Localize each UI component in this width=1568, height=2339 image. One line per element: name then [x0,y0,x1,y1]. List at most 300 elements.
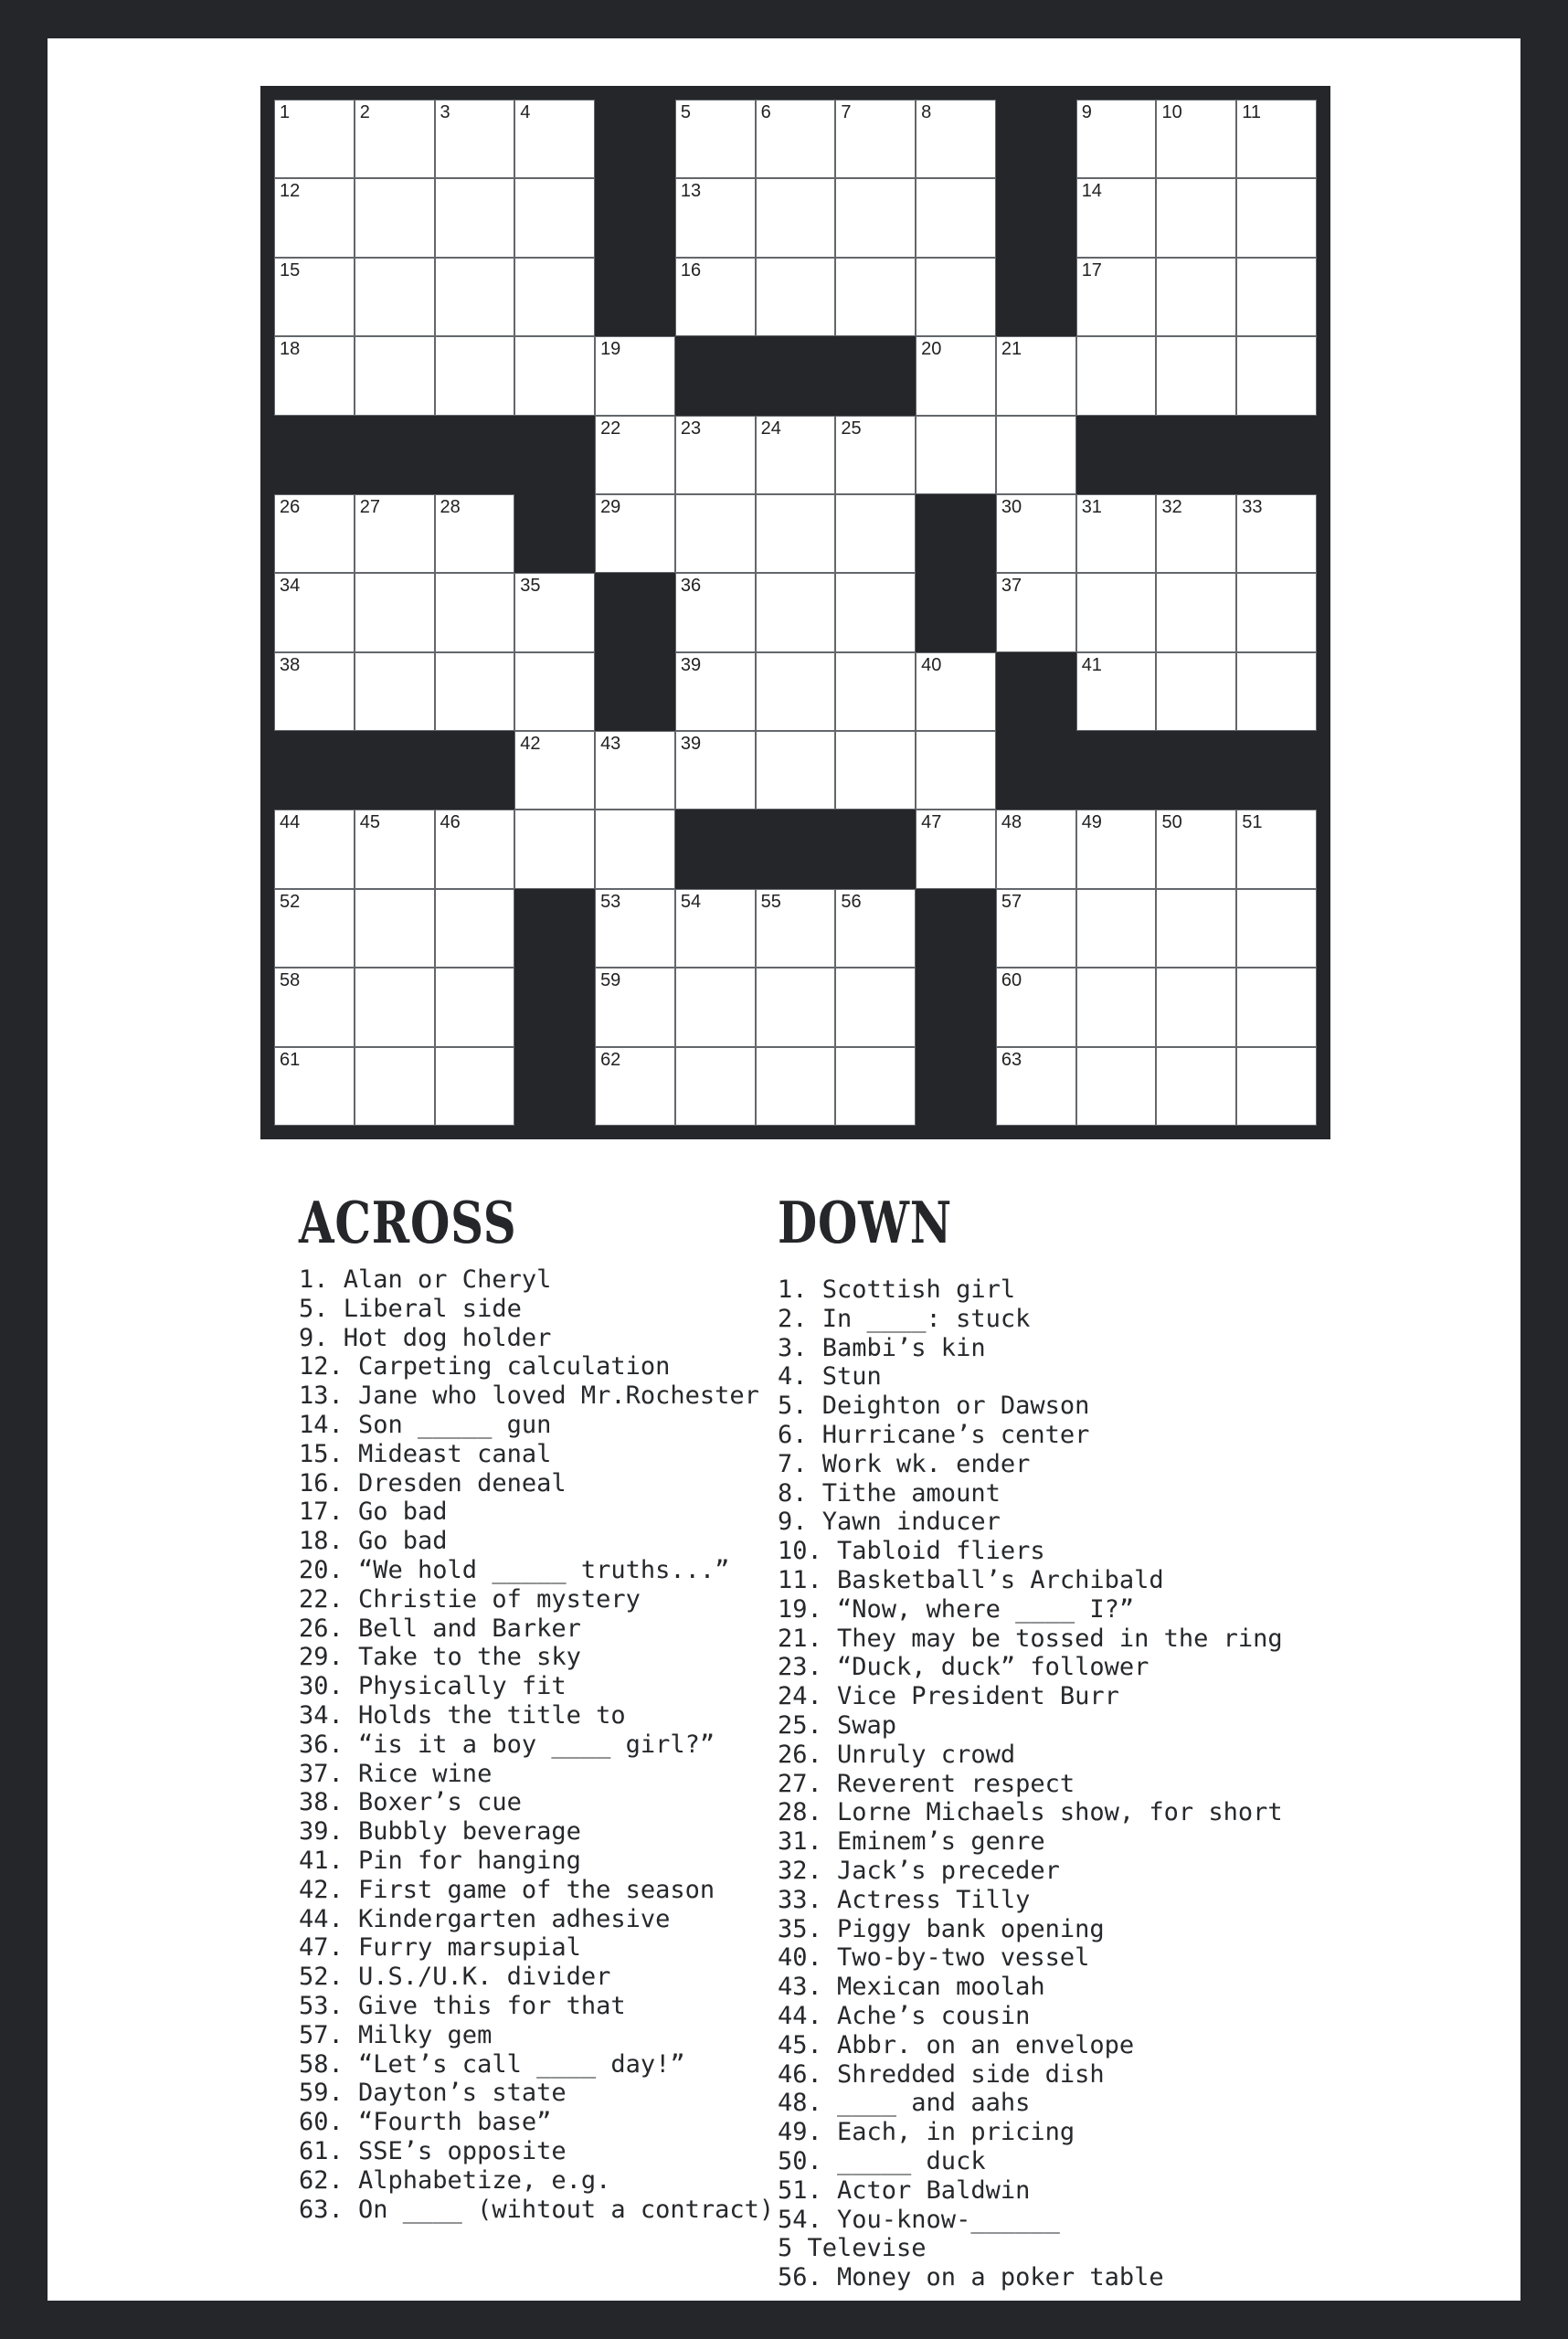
cell-number: 41 [1081,654,1102,675]
grid-cell[interactable] [916,336,996,415]
grid-cell[interactable] [595,810,675,888]
cell-number: 37 [1001,576,1022,597]
cell-number: 12 [280,181,301,202]
grid-cell[interactable] [756,178,836,257]
down-clue-line: 51. Actor Baldwin [778,2175,1031,2205]
across-clue-line: 58. “Let’s call ____ day!” [299,2049,685,2079]
grid-cell[interactable] [756,100,836,178]
down-clue-line: 33. Actress Tilly [778,1885,1031,1914]
grid-cell[interactable] [355,889,435,968]
black-cell [355,731,435,810]
grid-cell[interactable] [996,810,1076,888]
grid-cell[interactable] [274,573,355,651]
grid-cell[interactable] [355,100,435,178]
black-cell [274,416,355,494]
grid-cell[interactable] [514,810,595,888]
across-clue-line: 17. Go bad [299,1498,448,1527]
grid-cell[interactable] [1076,100,1157,178]
black-cell [1156,416,1236,494]
grid-cell[interactable] [514,258,595,336]
cell-number: 36 [680,576,702,597]
grid-cell[interactable] [1076,889,1157,968]
cell-number: 2 [359,102,370,122]
grid-cell[interactable] [835,100,916,178]
cell-number: 31 [1081,496,1102,517]
cell-number: 18 [280,339,301,360]
across-clue-line: 38. Boxer’s cue [299,1788,522,1817]
across-clue-line: 59. Dayton’s state [299,2079,567,2108]
across-clue-line: 15. Mideast canal [299,1439,552,1468]
black-cell [595,100,675,178]
cell-number: 59 [600,970,621,991]
grid-cell[interactable] [675,258,756,336]
across-clue-line: 5. Liberal side [299,1294,522,1323]
grid-cell[interactable] [435,258,515,336]
cell-number: 4 [520,102,531,122]
cell-number: 52 [280,891,301,912]
across-clue-list [299,1265,774,2224]
down-clue-line: 8. Tithe amount [778,1478,1001,1508]
grid-cell[interactable] [514,731,595,810]
black-cell [996,652,1076,731]
grid-cell[interactable] [916,178,996,257]
down-clue-line: 5 Televise [778,2234,927,2263]
cell-number: 27 [359,496,381,517]
cell-number: 23 [680,418,702,439]
black-cell [835,336,916,415]
cell-number: 10 [1161,102,1182,122]
down-clue-line: 46. Shredded side dish [778,2059,1105,2089]
cell-number: 47 [921,812,942,833]
cell-number: 62 [600,1049,621,1070]
across-clue-line: 36. “is it a boy ____ girl?” [299,1730,715,1759]
grid-cell[interactable] [274,889,355,968]
grid-cell[interactable] [1076,336,1157,415]
grid-cell[interactable] [1156,1047,1236,1126]
black-cell [916,573,996,651]
grid-cell[interactable] [355,1047,435,1126]
down-clue-line: 43. Mexican moolah [778,1973,1045,2002]
cell-number: 53 [600,891,621,912]
black-cell [916,968,996,1046]
cell-number: 42 [520,734,541,755]
down-clue-line: 44. Ache’s cousin [778,2001,1031,2030]
grid-cell[interactable] [1236,652,1317,731]
down-clue-line: 4. Stun [778,1362,882,1392]
grid-cell[interactable] [274,810,355,888]
grid-cell[interactable] [916,416,996,494]
grid-cell[interactable] [274,968,355,1046]
grid-cell[interactable] [996,968,1076,1046]
across-clue-line: 44. Kindergarten adhesive [299,1904,671,1933]
across-clue-line: 30. Physically fit [299,1672,567,1701]
grid-cell[interactable] [835,731,916,810]
cell-number: 48 [1001,812,1022,833]
black-cell [996,100,1076,178]
grid-cell[interactable] [1156,258,1236,336]
across-clue-line: 42. First game of the season [299,1875,715,1904]
down-clue-line: 45. Abbr. on an envelope [778,2030,1135,2059]
grid-cell[interactable] [1236,178,1317,257]
down-clue-line: 7. Work wk. ender [778,1449,1031,1478]
down-clue-line: 6. Hurricane’s center [778,1420,1090,1449]
grid-cell[interactable] [916,731,996,810]
cell-number: 11 [1242,102,1261,122]
cell-number: 17 [1081,259,1102,280]
black-cell [514,968,595,1046]
grid-cell[interactable] [1076,652,1157,731]
grid-cell[interactable] [595,1047,675,1126]
across-clue-line: 13. Jane who loved Mr.Rochester [299,1381,759,1411]
grid-cell[interactable] [756,889,836,968]
cell-number: 7 [841,102,852,122]
down-clue-line: 26. Unruly crowd [778,1740,1016,1769]
grid-cell[interactable] [1236,258,1317,336]
cell-number: 20 [921,339,942,360]
across-clue-line: 60. “Fourth base” [299,2108,552,2137]
black-cell [514,889,595,968]
grid-cell[interactable] [835,494,916,573]
black-cell [595,178,675,257]
grid-cell[interactable] [1156,968,1236,1046]
cell-number: 22 [600,418,621,439]
grid-cell[interactable] [435,573,515,651]
black-cell [756,810,836,888]
down-clue-line: 3. Bambi’s kin [778,1333,986,1362]
down-clue-line: 24. Vice President Burr [778,1682,1119,1711]
cell-number: 50 [1161,812,1182,833]
grid-cell[interactable] [274,652,355,731]
grid-cell[interactable] [1236,1047,1317,1126]
down-clue-line: 21. They may be tossed in the ring [778,1624,1283,1653]
grid-cell[interactable] [756,416,836,494]
across-clue-line: 16. Dresden deneal [299,1468,567,1498]
grid-cell[interactable] [1156,178,1236,257]
cell-number: 25 [841,418,862,439]
grid-cell[interactable] [595,968,675,1046]
grid-cell[interactable] [835,652,916,731]
across-clue-line: 9. Hot dog holder [299,1323,552,1352]
grid-cell[interactable] [1236,968,1317,1046]
grid-cell[interactable] [435,494,515,573]
down-clue-line: 23. “Duck, duck” follower [778,1653,1150,1682]
grid-cell[interactable] [514,178,595,257]
cell-number: 40 [921,654,942,675]
grid-cell[interactable] [916,258,996,336]
grid-cell[interactable] [916,100,996,178]
black-cell [1236,416,1317,494]
grid-cell[interactable] [996,1047,1076,1126]
grid-cell[interactable] [1156,810,1236,888]
grid-cell[interactable] [756,494,836,573]
cell-number: 8 [921,102,932,122]
grid-cell[interactable] [274,494,355,573]
grid-cell[interactable] [355,968,435,1046]
grid-cell[interactable] [1236,100,1317,178]
down-clue-line: 1. Scottish girl [778,1275,1016,1304]
black-cell [355,416,435,494]
down-clue-line: 9. Yawn inducer [778,1508,1001,1537]
grid-cell[interactable] [1236,336,1317,415]
cell-number: 58 [280,970,301,991]
down-clue-line: 31. Eminem’s genre [778,1827,1045,1857]
grid-cell[interactable] [514,336,595,415]
across-clue-line: 61. SSE’s opposite [299,2136,567,2165]
cell-number: 34 [280,576,301,597]
black-cell [996,258,1076,336]
down-clue-line: 28. Lorne Michaels show, for short [778,1798,1283,1827]
black-cell [274,731,355,810]
grid-cell[interactable] [355,178,435,257]
grid-cell[interactable] [514,652,595,731]
black-cell [675,810,756,888]
crossword-grid [260,86,1330,1139]
grid-cell[interactable] [916,810,996,888]
across-clue-line: 12. Carpeting calculation [299,1352,671,1381]
grid-cell[interactable] [996,336,1076,415]
grid-cell[interactable] [835,573,916,651]
cell-number: 43 [600,734,621,755]
down-clue-line: 25. Swap [778,1710,897,1740]
across-clue-line: 52. U.S./U.K. divider [299,1963,611,1992]
across-clue-line: 62. Alphabetize, e.g. [299,2165,611,2195]
grid-cell[interactable] [274,1047,355,1126]
grid-cell[interactable] [435,968,515,1046]
cell-number: 54 [680,891,702,912]
black-cell [514,416,595,494]
grid-cell[interactable] [355,336,435,415]
grid-cell[interactable] [355,494,435,573]
down-clue-line: 5. Deighton or Dawson [778,1392,1090,1421]
grid-cell[interactable] [1076,573,1157,651]
grid-cell[interactable] [514,573,595,651]
across-heading: ACROSS [299,1189,517,1256]
across-clue-line: 29. Take to the sky [299,1643,581,1672]
black-cell [1076,416,1157,494]
grid-cell[interactable] [675,494,756,573]
grid-cell[interactable] [355,810,435,888]
black-cell [514,1047,595,1126]
grid-cell[interactable] [835,258,916,336]
black-cell [435,416,515,494]
grid-cell[interactable] [595,889,675,968]
grid-cell[interactable] [274,178,355,257]
grid-cell[interactable] [835,178,916,257]
across-clue-line: 20. “We hold _____ truths...” [299,1555,730,1584]
grid-cell[interactable] [274,336,355,415]
grid-cell[interactable] [355,258,435,336]
down-clue-line: 56. Money on a poker table [778,2263,1164,2292]
grid-cell[interactable] [1156,100,1236,178]
grid-cell[interactable] [435,336,515,415]
grid-cell[interactable] [274,258,355,336]
grid-cell[interactable] [1156,652,1236,731]
black-cell [595,258,675,336]
grid-cell[interactable] [274,100,355,178]
down-clue-line: 11. Basketball’s Archibald [778,1565,1164,1594]
cell-number: 56 [841,891,862,912]
grid-cell[interactable] [595,494,675,573]
black-cell [1156,731,1236,810]
cell-number: 26 [280,496,301,517]
grid-cell[interactable] [675,416,756,494]
cell-number: 32 [1161,496,1182,517]
cell-number: 15 [280,259,301,280]
grid-cell[interactable] [1156,889,1236,968]
across-clue-line: 63. On ____ (wihtout a contract) [299,2195,775,2224]
grid-cell[interactable] [675,731,756,810]
grid-cell[interactable] [1076,178,1157,257]
grid-cell[interactable] [675,1047,756,1126]
grid-cell[interactable] [1156,336,1236,415]
grid-cell[interactable] [996,416,1076,494]
cell-number: 55 [760,891,781,912]
grid-cell[interactable] [756,258,836,336]
grid-cell[interactable] [1236,494,1317,573]
cell-number: 63 [1001,1049,1022,1070]
down-clue-line: 54. You-know-______ [778,2205,1060,2234]
down-clue-list [778,1275,1283,2292]
grid-cell[interactable] [756,968,836,1046]
down-clue-line: 35. Piggy bank opening [778,1914,1105,1943]
down-clue-line: 49. Each, in pricing [778,2118,1075,2147]
grid-cell[interactable] [756,1047,836,1126]
grid-cell[interactable] [675,178,756,257]
down-clue-line: 48. ____ and aahs [778,2089,1031,2118]
cell-number: 30 [1001,496,1022,517]
black-cell [916,1047,996,1126]
black-cell [835,810,916,888]
across-clue-line: 26. Bell and Barker [299,1614,581,1643]
cell-number: 9 [1081,102,1092,122]
cell-number: 49 [1081,812,1102,833]
cell-number: 16 [680,259,702,280]
down-clue-line: 10. Tabloid fliers [778,1537,1045,1566]
grid-cell[interactable] [1076,810,1157,888]
grid-cell[interactable] [355,573,435,651]
cell-number: 39 [680,654,702,675]
down-clue-line: 40. Two-by-two vessel [778,1943,1090,1973]
grid-cell[interactable] [514,100,595,178]
cell-number: 46 [440,812,461,833]
grid-cell[interactable] [435,178,515,257]
grid-cell[interactable] [835,416,916,494]
down-clue-line: 2. In ____: stuck [778,1304,1031,1333]
grid-cell[interactable] [916,652,996,731]
across-clue-line: 1. Alan or Cheryl [299,1265,552,1294]
cell-number: 5 [680,102,691,122]
grid-cell[interactable] [756,652,836,731]
grid-cell[interactable] [1236,573,1317,651]
down-heading: DOWN [778,1189,953,1256]
cell-number: 3 [440,102,450,122]
grid-cell[interactable] [1076,494,1157,573]
across-clue-line: 34. Holds the title to [299,1700,626,1730]
grid-cell[interactable] [675,889,756,968]
grid-cell[interactable] [355,652,435,731]
grid-cell[interactable] [756,731,836,810]
black-cell [514,494,595,573]
grid-cell[interactable] [595,416,675,494]
black-cell [435,731,515,810]
cell-number: 33 [1242,496,1263,517]
across-clue-line: 41. Pin for hanging [299,1846,581,1875]
grid-cell[interactable] [435,1047,515,1126]
grid-cell[interactable] [1236,810,1317,888]
black-cell [996,178,1076,257]
grid-cell[interactable] [1076,968,1157,1046]
black-cell [595,573,675,651]
grid-cell[interactable] [1076,1047,1157,1126]
cell-number: 1 [280,102,291,122]
down-clue-line: 50. _____ duck [778,2146,986,2175]
grid-cell[interactable] [435,810,515,888]
grid-cell[interactable] [996,573,1076,651]
grid-cell[interactable] [996,494,1076,573]
down-clue-line: 32. Jack’s preceder [778,1856,1060,1885]
black-cell [675,336,756,415]
grid-cell[interactable] [435,100,515,178]
black-cell [595,652,675,731]
grid-cell[interactable] [675,100,756,178]
grid-cell[interactable] [595,336,675,415]
cell-number: 21 [1001,339,1022,360]
cell-number: 51 [1242,812,1263,833]
cell-number: 45 [359,812,381,833]
cell-number: 44 [280,812,301,833]
grid-cell[interactable] [675,652,756,731]
cell-number: 28 [440,496,461,517]
across-clue-line: 22. Christie of mystery [299,1584,641,1614]
black-cell [916,494,996,573]
black-cell [756,336,836,415]
grid-cell[interactable] [435,889,515,968]
black-cell [916,889,996,968]
cell-number: 19 [600,339,621,360]
cell-number: 29 [600,496,621,517]
grid-cell[interactable] [756,573,836,651]
grid-cell[interactable] [835,968,916,1046]
across-clue-line: 39. Bubbly beverage [299,1817,581,1847]
cell-number: 35 [520,576,541,597]
grid-cell[interactable] [595,731,675,810]
across-clue-line: 53. Give this for that [299,1991,626,2020]
across-clue-line: 37. Rice wine [299,1759,493,1788]
down-clue-line: 19. “Now, where ____ I?” [778,1594,1135,1624]
grid-cell[interactable] [835,889,916,968]
grid-cell[interactable] [1156,494,1236,573]
black-cell [1076,731,1157,810]
grid-cell[interactable] [1076,258,1157,336]
grid-cell[interactable] [435,652,515,731]
grid-cell[interactable] [996,889,1076,968]
grid-cell[interactable] [835,1047,916,1126]
cell-number: 38 [280,654,301,675]
cell-number: 39 [680,734,702,755]
across-clue-line: 14. Son _____ gun [299,1410,552,1439]
grid-cell[interactable] [675,968,756,1046]
grid-cell[interactable] [1156,573,1236,651]
across-clue-line: 47. Furry marsupial [299,1933,581,1963]
cell-number: 14 [1081,181,1102,202]
grid-cell[interactable] [1236,889,1317,968]
cell-number: 13 [680,181,702,202]
black-cell [1236,731,1317,810]
grid-cell[interactable] [675,573,756,651]
cell-number: 60 [1001,970,1022,991]
cell-number: 24 [760,418,781,439]
cell-number: 6 [760,102,771,122]
